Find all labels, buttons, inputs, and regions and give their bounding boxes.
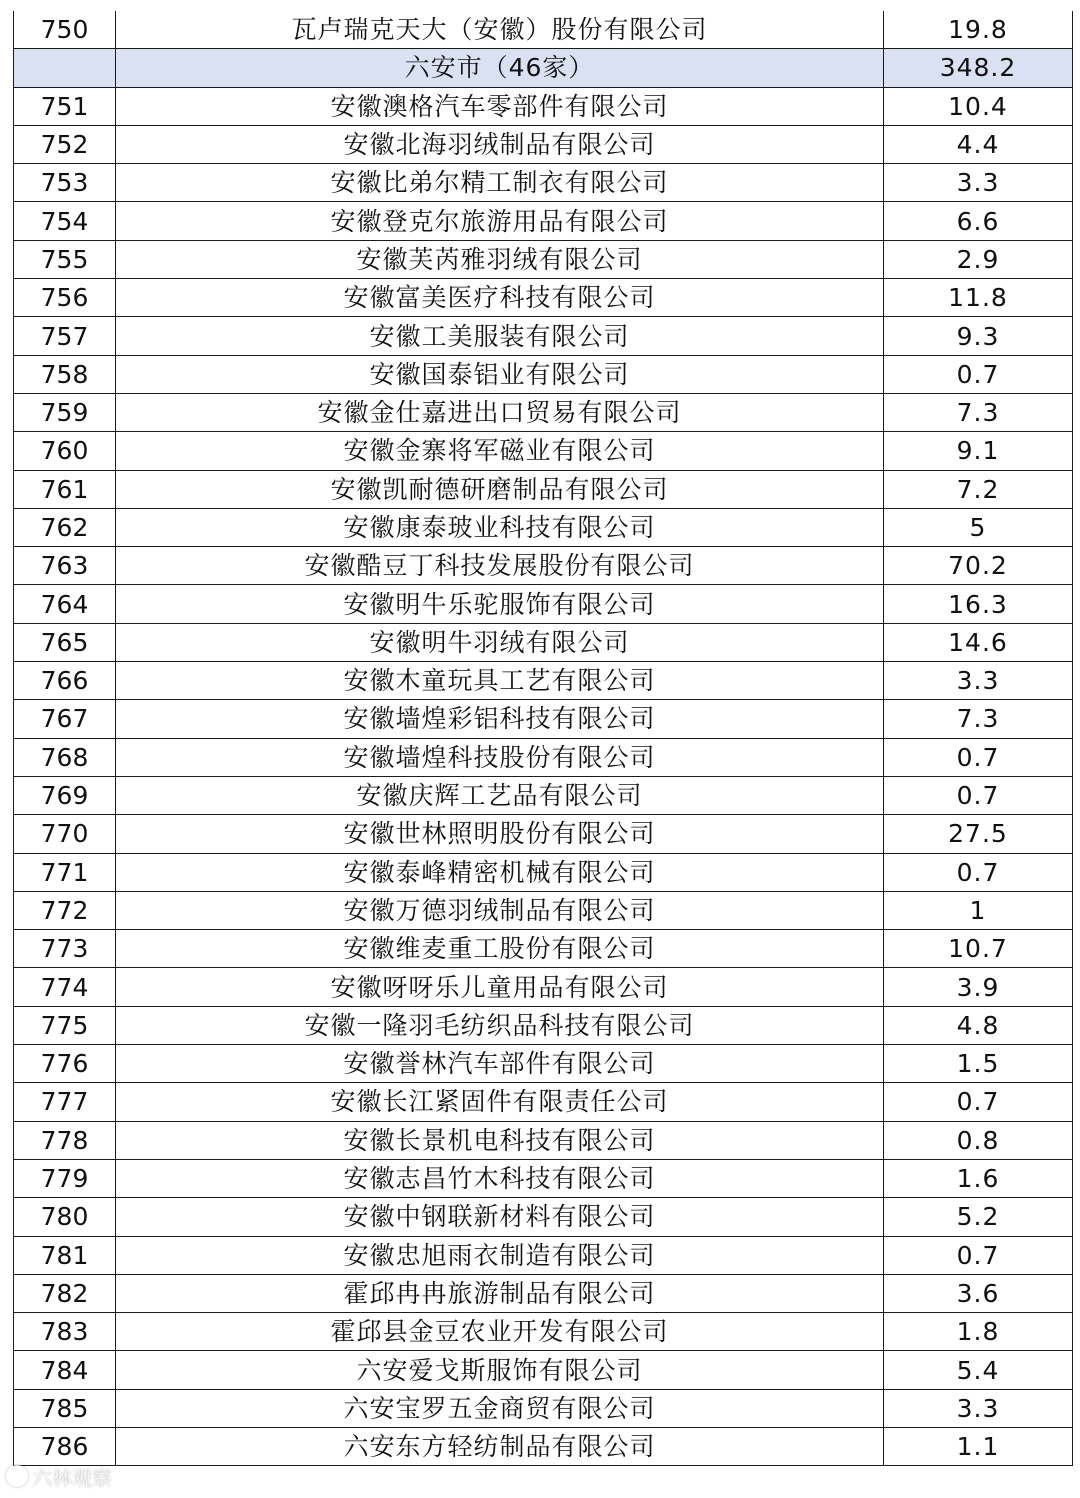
table-row (14, 1045, 1073, 1083)
company-table-body (14, 11, 1073, 1466)
table-row (14, 1159, 1073, 1197)
row-number-cell: 781 (14, 1236, 116, 1274)
company-name-cell: 安徽长景机电科技有限公司 (116, 1121, 884, 1159)
table-row (14, 623, 1073, 661)
row-number-cell: 766 (14, 662, 116, 700)
value-cell: 6.6 (884, 202, 1073, 240)
company-name-cell: 安徽世林照明股份有限公司 (116, 815, 884, 853)
row-number-cell: 779 (14, 1159, 116, 1197)
row-number-cell: 773 (14, 930, 116, 968)
company-name-cell: 安徽明牛乐驼服饰有限公司 (116, 585, 884, 623)
company-name-cell: 安徽墙煌彩铝科技有限公司 (116, 700, 884, 738)
table-row (14, 125, 1073, 163)
value-cell: 3.3 (884, 164, 1073, 202)
row-number-cell: 772 (14, 891, 116, 929)
row-number-cell: 751 (14, 87, 116, 125)
company-name-cell: 安徽澳格汽车零部件有限公司 (116, 87, 884, 125)
value-cell: 7.2 (884, 470, 1073, 508)
company-name-cell: 安徽忠旭雨衣制造有限公司 (116, 1236, 884, 1274)
value-cell: 5 (884, 508, 1073, 546)
watermark-logo-icon (6, 1465, 28, 1487)
value-cell: 10.4 (884, 87, 1073, 125)
row-number-cell: 767 (14, 700, 116, 738)
company-name-cell: 安徽金仕嘉进出口贸易有限公司 (116, 393, 884, 431)
value-cell: 0.7 (884, 355, 1073, 393)
company-name-cell: 安徽庆辉工艺品有限公司 (116, 776, 884, 814)
company-name-cell: 六安宝罗五金商贸有限公司 (116, 1389, 884, 1427)
company-table (13, 11, 1073, 1466)
table-row (14, 1083, 1073, 1121)
value-cell: 14.6 (884, 623, 1073, 661)
table-row (14, 1121, 1073, 1159)
table-row (14, 930, 1073, 968)
table-row (14, 279, 1073, 317)
value-cell: 1.5 (884, 1045, 1073, 1083)
row-number-cell: 782 (14, 1274, 116, 1312)
value-cell: 1.6 (884, 1159, 1073, 1197)
row-number-cell: 768 (14, 738, 116, 776)
company-name-cell: 安徽志昌竹木科技有限公司 (116, 1159, 884, 1197)
value-cell: 16.3 (884, 585, 1073, 623)
value-cell: 19.8 (884, 11, 1073, 49)
table-row (14, 1389, 1073, 1427)
table-row (14, 585, 1073, 623)
company-name-cell: 安徽工美服装有限公司 (116, 317, 884, 355)
value-cell: 9.3 (884, 317, 1073, 355)
row-number-cell: 786 (14, 1427, 116, 1465)
value-cell: 0.7 (884, 738, 1073, 776)
value-cell: 4.8 (884, 1006, 1073, 1044)
value-cell: 27.5 (884, 815, 1073, 853)
table-row (14, 1313, 1073, 1351)
value-cell: 7.3 (884, 700, 1073, 738)
company-name-cell: 六安爱戈斯服饰有限公司 (116, 1351, 884, 1389)
table-row (14, 815, 1073, 853)
table-row (14, 776, 1073, 814)
company-name-cell: 安徽芙芮雅羽绒有限公司 (116, 240, 884, 278)
value-cell: 9.1 (884, 432, 1073, 470)
row-number-cell: 758 (14, 355, 116, 393)
row-number-cell (14, 49, 116, 87)
row-number-cell: 763 (14, 547, 116, 585)
company-name-cell: 安徽呀呀乐儿童用品有限公司 (116, 968, 884, 1006)
company-name-cell: 安徽北海羽绒制品有限公司 (116, 125, 884, 163)
value-cell: 1.8 (884, 1313, 1073, 1351)
company-name-cell: 六安市（46家） (116, 49, 884, 87)
table-row (14, 853, 1073, 891)
table-row (14, 968, 1073, 1006)
company-name-cell: 安徽国泰铝业有限公司 (116, 355, 884, 393)
value-cell: 2.9 (884, 240, 1073, 278)
table-row (14, 470, 1073, 508)
row-number-cell: 784 (14, 1351, 116, 1389)
value-cell: 4.4 (884, 125, 1073, 163)
table-row (14, 432, 1073, 470)
company-name-cell: 安徽万德羽绒制品有限公司 (116, 891, 884, 929)
company-name-cell: 安徽中钢联新材料有限公司 (116, 1198, 884, 1236)
table-row (14, 164, 1073, 202)
row-number-cell: 753 (14, 164, 116, 202)
row-number-cell: 759 (14, 393, 116, 431)
table-row (14, 1236, 1073, 1274)
company-name-cell: 安徽比弟尔精工制衣有限公司 (116, 164, 884, 202)
company-name-cell: 六安东方轻纺制品有限公司 (116, 1427, 884, 1465)
table-row (14, 1274, 1073, 1312)
row-number-cell: 778 (14, 1121, 116, 1159)
value-cell: 0.8 (884, 1121, 1073, 1159)
table-row (14, 11, 1073, 49)
row-number-cell: 757 (14, 317, 116, 355)
value-cell: 0.7 (884, 1083, 1073, 1121)
row-number-cell: 780 (14, 1198, 116, 1236)
table-row (14, 1006, 1073, 1044)
value-cell: 0.7 (884, 776, 1073, 814)
company-name-cell: 安徽明牛羽绒有限公司 (116, 623, 884, 661)
subtotal-row (14, 49, 1073, 87)
row-number-cell: 764 (14, 585, 116, 623)
value-cell: 3.6 (884, 1274, 1073, 1312)
row-number-cell: 771 (14, 853, 116, 891)
company-name-cell: 瓦卢瑞克天大（安徽）股份有限公司 (116, 11, 884, 49)
row-number-cell: 762 (14, 508, 116, 546)
table-row (14, 87, 1073, 125)
company-name-cell: 安徽酷豆丁科技发展股份有限公司 (116, 547, 884, 585)
value-cell: 70.2 (884, 547, 1073, 585)
value-cell: 3.3 (884, 1389, 1073, 1427)
table-row (14, 1427, 1073, 1465)
company-name-cell: 安徽凯耐德研磨制品有限公司 (116, 470, 884, 508)
row-number-cell: 774 (14, 968, 116, 1006)
row-number-cell: 777 (14, 1083, 116, 1121)
row-number-cell: 785 (14, 1389, 116, 1427)
value-cell: 0.7 (884, 1236, 1073, 1274)
table-row (14, 547, 1073, 585)
row-number-cell: 754 (14, 202, 116, 240)
value-cell: 348.2 (884, 49, 1073, 87)
value-cell: 11.8 (884, 279, 1073, 317)
company-name-cell: 安徽维麦重工股份有限公司 (116, 930, 884, 968)
row-number-cell: 775 (14, 1006, 116, 1044)
row-number-cell: 761 (14, 470, 116, 508)
value-cell: 1 (884, 891, 1073, 929)
company-name-cell: 安徽墙煌科技股份有限公司 (116, 738, 884, 776)
table-row (14, 1198, 1073, 1236)
company-name-cell: 安徽一隆羽毛纺织品科技有限公司 (116, 1006, 884, 1044)
row-number-cell: 776 (14, 1045, 116, 1083)
table-row (14, 1351, 1073, 1389)
watermark-text: 六林观察 (32, 1465, 112, 1490)
row-number-cell: 760 (14, 432, 116, 470)
value-cell: 10.7 (884, 930, 1073, 968)
company-name-cell: 安徽康泰玻业科技有限公司 (116, 508, 884, 546)
company-name-cell: 安徽誉林汽车部件有限公司 (116, 1045, 884, 1083)
company-name-cell: 安徽泰峰精密机械有限公司 (116, 853, 884, 891)
table-row (14, 393, 1073, 431)
company-name-cell: 安徽木童玩具工艺有限公司 (116, 662, 884, 700)
row-number-cell: 770 (14, 815, 116, 853)
row-number-cell: 769 (14, 776, 116, 814)
company-name-cell: 安徽富美医疗科技有限公司 (116, 279, 884, 317)
company-name-cell: 安徽登克尔旅游用品有限公司 (116, 202, 884, 240)
row-number-cell: 783 (14, 1313, 116, 1351)
company-name-cell: 安徽长江紧固件有限责任公司 (116, 1083, 884, 1121)
company-name-cell: 霍邱县金豆农业开发有限公司 (116, 1313, 884, 1351)
table-row (14, 891, 1073, 929)
value-cell: 7.3 (884, 393, 1073, 431)
table-row (14, 662, 1073, 700)
row-number-cell: 752 (14, 125, 116, 163)
table-row (14, 738, 1073, 776)
row-number-cell: 755 (14, 240, 116, 278)
value-cell: 5.4 (884, 1351, 1073, 1389)
row-number-cell: 765 (14, 623, 116, 661)
table-row (14, 355, 1073, 393)
company-name-cell: 安徽金寨将军磁业有限公司 (116, 432, 884, 470)
value-cell: 1.1 (884, 1427, 1073, 1465)
table-row (14, 240, 1073, 278)
table-row (14, 508, 1073, 546)
value-cell: 5.2 (884, 1198, 1073, 1236)
value-cell: 3.3 (884, 662, 1073, 700)
value-cell: 0.7 (884, 853, 1073, 891)
table-row (14, 700, 1073, 738)
company-name-cell: 霍邱冉冉旅游制品有限公司 (116, 1274, 884, 1312)
value-cell: 3.9 (884, 968, 1073, 1006)
row-number-cell: 756 (14, 279, 116, 317)
table-row (14, 317, 1073, 355)
table-row (14, 202, 1073, 240)
row-number-cell: 750 (14, 11, 116, 49)
